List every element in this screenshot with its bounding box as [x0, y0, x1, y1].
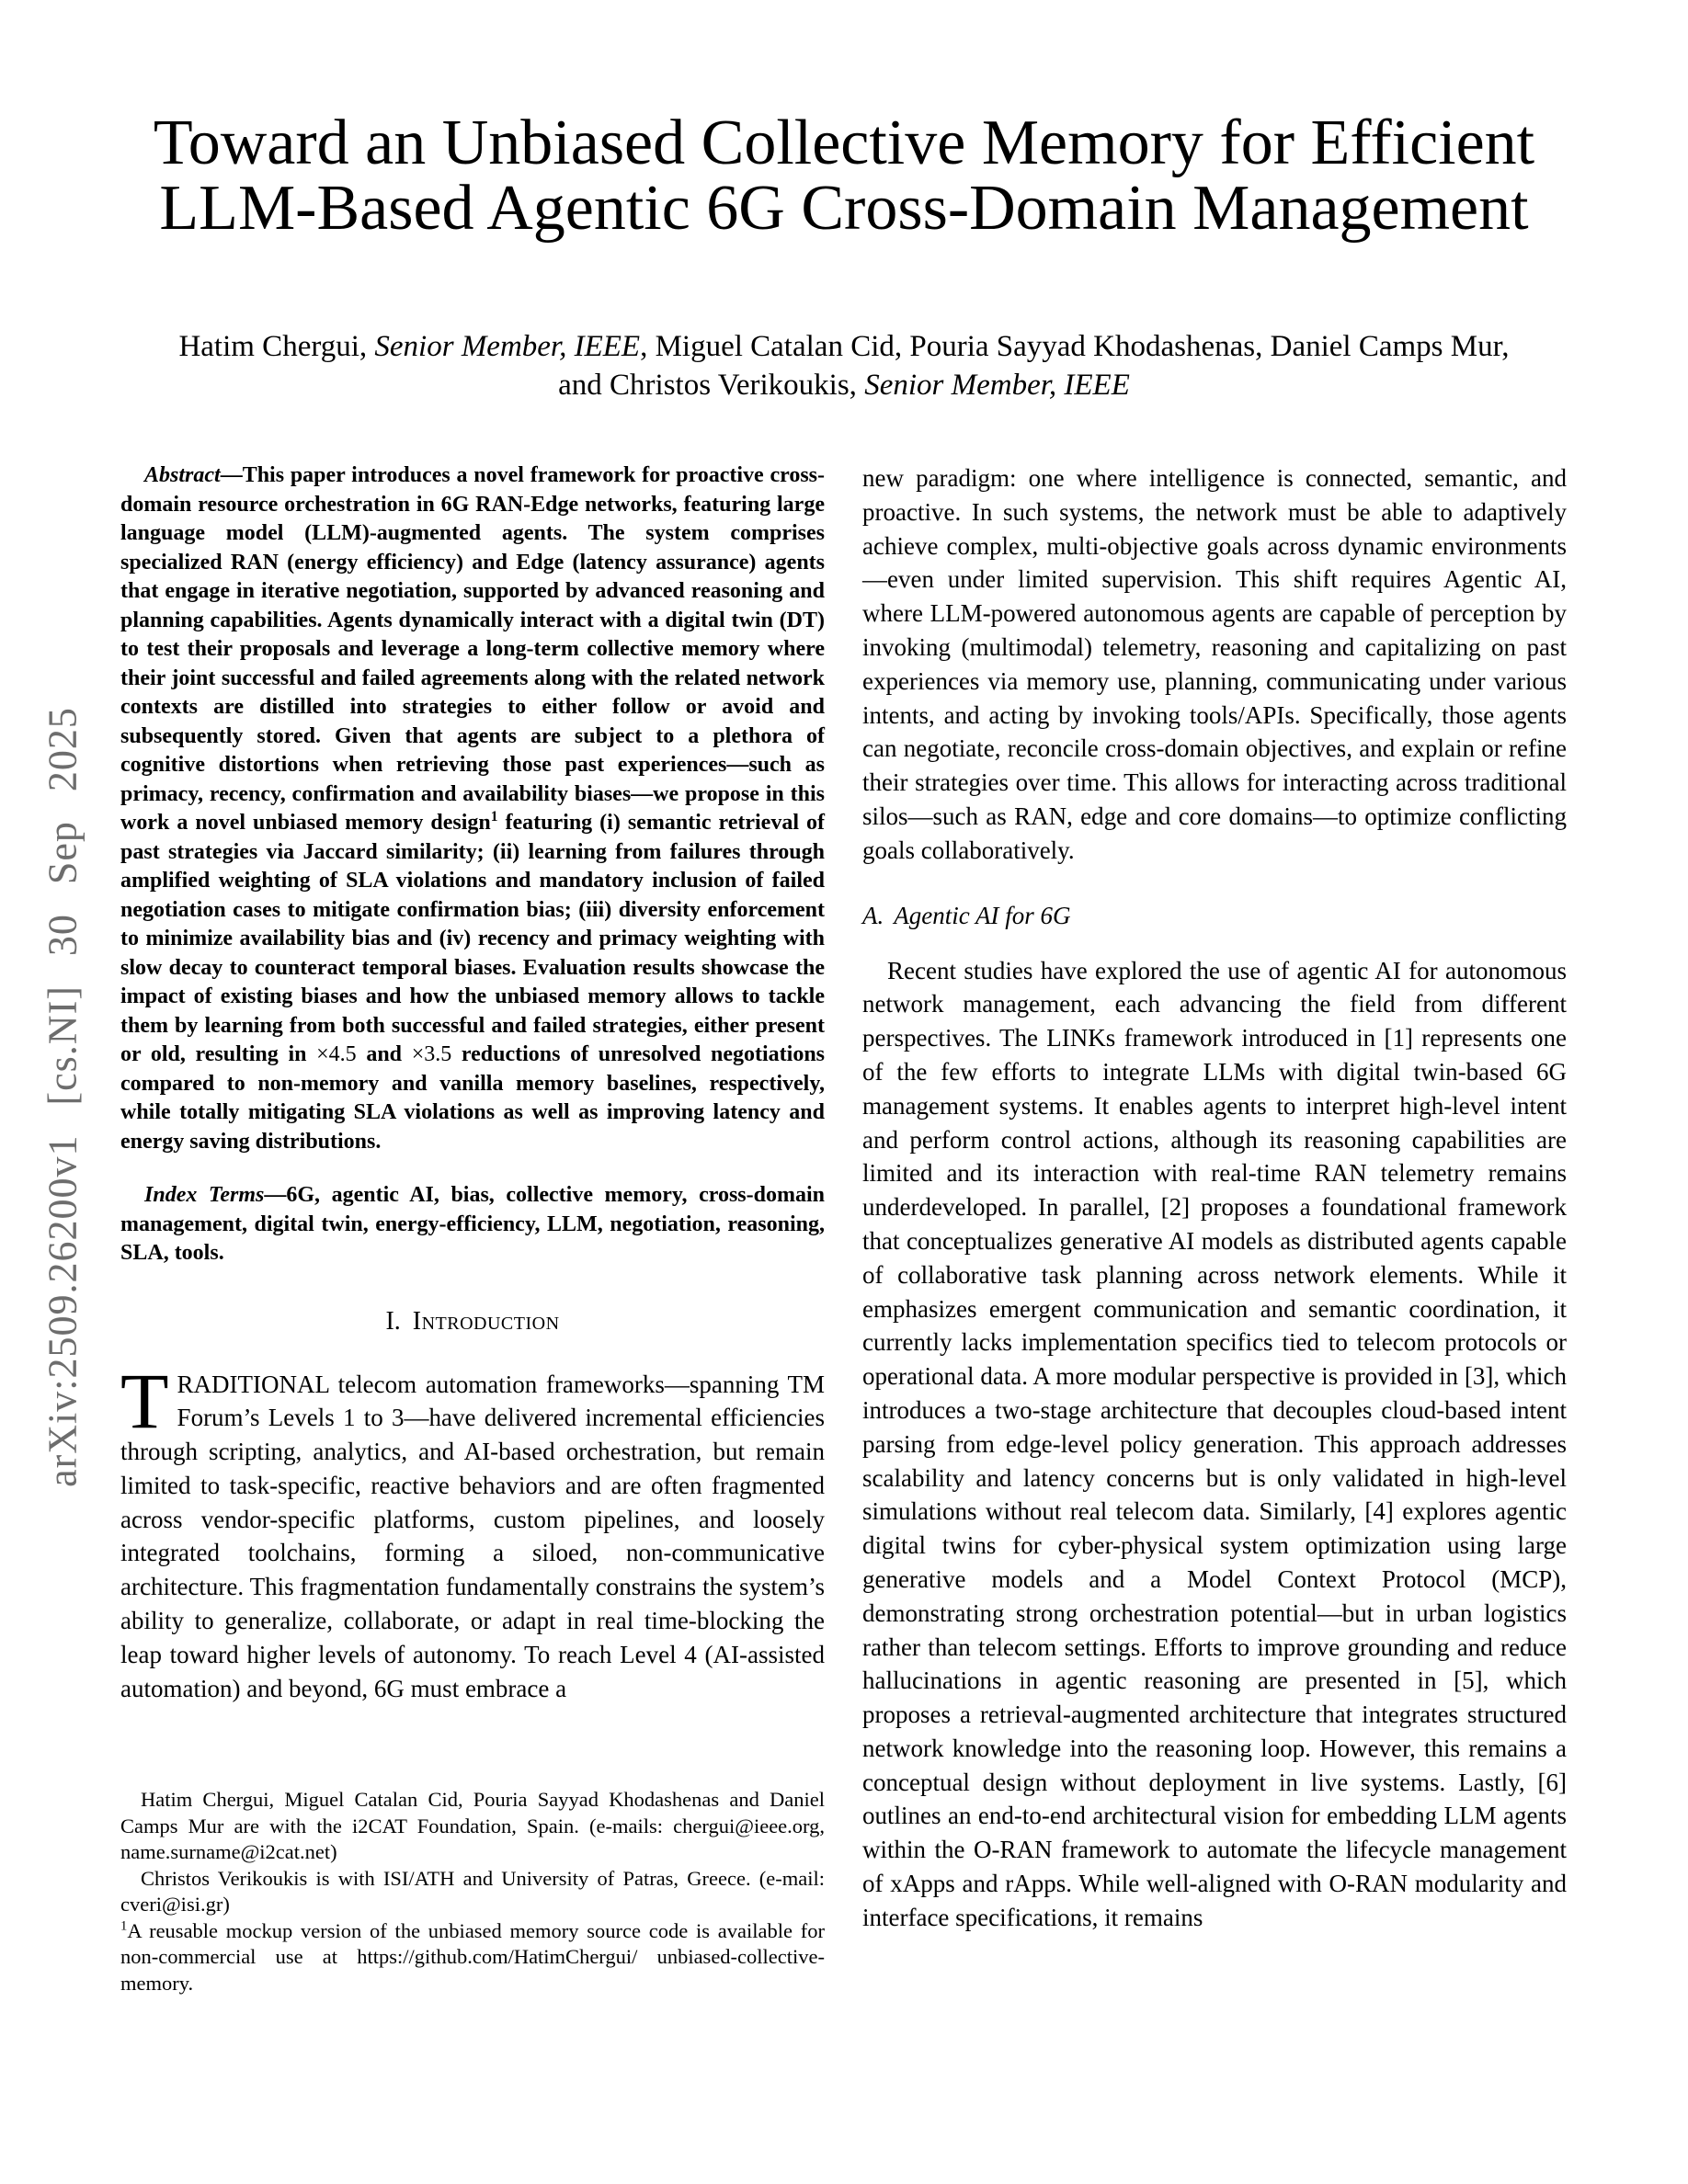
author-names: , Miguel Catalan Cid, Pouria Sayyad Khodashenas, Daniel Camps Mur, — [640, 330, 1510, 363]
section-heading-introduction — [120, 1307, 825, 1337]
abstract-text-mid: and — [356, 1042, 412, 1066]
author-list — [0, 327, 1688, 404]
index-terms — [120, 1181, 825, 1268]
affiliation-footnote-2: Christos Verikoukis is with ISI/ATH and University of Patras, Greece. (e-mail: cveri@isi.gr) — [120, 1866, 825, 1916]
abstract — [120, 461, 825, 1156]
body-paragraph-related-work: Recent studies have explored the use of agentic AI for autonomous network management, each advancing the field from different perspectives. The LINKs framework introduced in [1] represents one of the few efforts to integrate LLMs with digital twin-based 6G management systems. It enables agents to interpret high-level intent and perform control actions, although its reasoning capabilities are limited and its interaction with real-time RAN telemetry remains underdeveloped. In parallel, [2] proposes a foundational framework that conceptualizes generative AI models as distributed agents capable of collaborative task planning across network elements. While it emphasizes emergent communication and semantic coordination, it currently lacks implementation specifics tied to telecom protocols or operational data. A more modular perspective is provided in [3], which introduces a two-stage architecture that decouples cloud-based intent parsing from edge-level policy generation. This approach addresses scalability and latency concerns but is only validated in high-level simulations without real telecom data. Similarly, [4] explores agentic digital twins for cyber-physical system optimization using large generative models and a Model Context Protocol (MCP), demonstrating strong orchestration potential—but in urban logistics rather than telecom settings. Efforts to improve grounding and reduce hallucinations in agentic reasoning are presented in [5], which proposes a retrieval-augmented architecture that integrates structured network knowledge into the reasoning loop. However, this remains a conceptual design without deployment in live systems. Lastly, [6] outlines an end-to-end architectural vision for embedding LLM agents within the O-RAN framework to automate the lifecycle management of xApps and rApps. While well-aligned with O-RAN modularity and interface specifications, it remains — [862, 956, 1567, 1931]
abstract-label: Abstract — [144, 463, 221, 487]
abstract-text-3: reductions of unresolved negotiations compared to non-memory and vanilla memory baselines, respectively, while totally mitigating SLA violations as well as improving latency and energy saving distributions. — [120, 1042, 826, 1154]
left-column — [120, 461, 825, 1705]
author-name: Hatim Chergui, — [178, 330, 375, 363]
author-line-2 — [0, 366, 1688, 404]
intro-paragraph — [120, 1356, 825, 1706]
subsection-heading-agentic-ai — [862, 901, 1567, 930]
math-x4-5: ×4.5 — [316, 1042, 357, 1066]
subsection-number: A. — [862, 901, 884, 929]
intro-first-word: RADITIONAL — [177, 1370, 330, 1398]
section-title: Introduction — [412, 1306, 560, 1336]
index-terms-text: 6G, agentic AI, bias, collective memory, cross-domain management, digital twin, energy-efficiency, LLM, negotiation, reasoning, SLA, tools. — [120, 1183, 825, 1265]
math-x3-5: ×3.5 — [411, 1042, 452, 1066]
author-line-1 — [0, 327, 1688, 366]
author-role: Senior Member, IEEE — [864, 369, 1130, 402]
paper-title — [0, 108, 1688, 244]
abstract-text-1: This paper introduces a novel framework for proactive cross-domain resource orchestration in 6G RAN-Edge networks, featuring large language model (LLM)-augmented agents. The system comprises specialized RAN (energy efficiency) and Edge (latency assurance) agents that engage in iterative negotiation, supported by advanced reasoning and planning capabilities. Agents dynamically interact with a digital twin (DT) to test their proposals and leverage a long-term collective memory where their joint successful and failed agreements along with the related network contexts are distilled into strategies to either follow or avoid and subsequently stored. Given that agents are subject to a plethora of cognitive distortions when retrieving those past experiences—such as primacy, recency, confirmation and availability biases—we propose in this work a novel unbiased memory design — [120, 463, 825, 835]
code-footnote-text: A reusable mockup version of the unbiased memory source code is available for non-commercial use at https://github.com/HatimChergui/ unbiased-collective-memory. — [120, 1918, 825, 1995]
affiliation-footnote-1: Hatim Chergui, Miguel Catalan Cid, Pouria Sayyad Khodashenas and Daniel Camps Mur are with the i2CAT Foundation, Spain. (e-mails: chergui@ieee.org, name.surname@i2cat.net) — [120, 1788, 825, 1863]
drop-cap: T — [120, 1356, 169, 1445]
body-paragraph-continuation: new paradigm: one where intelligence is connected, semantic, and proactive. In such systems, the network must be able to adaptively achieve complex, multi-objective goals across dynamic environments—even under limited supervision. This shift requires Agentic AI, where LLM-powered autonomous agents are capable of perception by invoking (multimodal) telemetry, reasoning and capitalizing on past experiences via memory use, planning, communicating under various intents, and acting by invoking tools/APIs. Specifically, those agents can negotiate, reconcile cross-domain objectives, and explain or refine their strategies over time. This allows for interacting across traditional silos—such as RAN, edge and core domains—to optimize conflicting goals collaboratively. — [862, 464, 1567, 864]
subsection-title: Agentic AI for 6G — [894, 901, 1071, 929]
index-terms-dash: — — [264, 1183, 287, 1207]
author-role: Senior Member, IEEE — [374, 330, 641, 363]
footnotes — [120, 1787, 825, 1996]
index-terms-label: Index Terms — [144, 1183, 265, 1207]
arxiv-watermark: arXiv:2509.26200v1 [cs.NI] 30 Sep 2025 — [40, 707, 86, 1487]
footnote-marker-1: 1 — [490, 809, 498, 825]
paper-title-line1: Toward an Unbiased Collective Memory for Efficient — [153, 108, 1535, 178]
paper-title-line2: LLM-Based Agentic 6G Cross-Domain Management — [159, 173, 1529, 244]
section-number: I. — [385, 1306, 401, 1336]
abstract-dash: — — [220, 463, 243, 487]
intro-text: telecom automation frameworks—spanning TM Forum’s Levels 1 to 3—have delivered incremental efficiencies through scripting, analytics, and AI-based orchestration, but remain limited to task-specific, reactive behaviors and are often fragmented across vendor-specific platforms, custom pipelines, and loosely integrated toolchains, forming a siloed, non-communicative architecture. This fragmentation fundamentally constrains the system’s ability to generalize, collaborate, or adapt in real time-blocking the leap toward higher levels of autonomy. To reach Level 4 (AI-assisted automation) and beyond, 6G must embrace a — [120, 1370, 825, 1702]
code-availability-footnote — [120, 1918, 825, 1997]
abstract-text-2: featuring (i) semantic retrieval of past strategies via Jaccard similarity; (ii) learning from failures through amplified weighting of SLA violations and mandatory inclusion of failed negotiation cases to mitigate confirmation bias; (iii) diversity enforcement to minimize availability bias and (iv) recency and primacy weighting with slow decay to counteract temporal biases. Evaluation results showcase the impact of existing biases and how the unbiased memory allows to tackle them by learning from both successful and failed strategies, either present or old, resulting in — [120, 811, 825, 1066]
author-name: and Christos Verikoukis, — [558, 369, 865, 402]
footnote-1-marker: 1 — [120, 1918, 128, 1933]
right-column — [862, 461, 1567, 1935]
